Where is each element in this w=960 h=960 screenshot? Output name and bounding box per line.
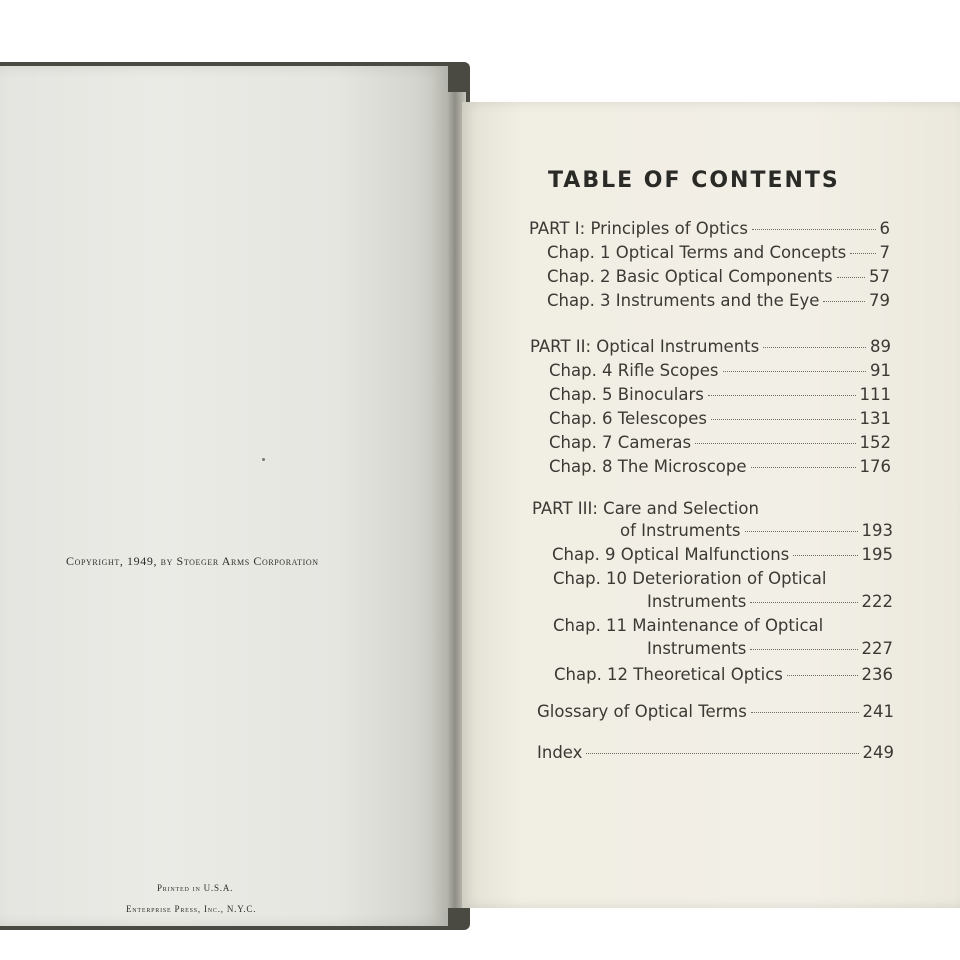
toc-entry-ch10-line1: Chap. 10 Deterioration of Optical <box>553 569 827 588</box>
toc-entry-glossary <box>537 702 894 724</box>
toc-entry-page: 131 <box>859 409 891 428</box>
toc-entry-label: Chap. 9 Optical Malfunctions <box>552 545 790 564</box>
leader-dots <box>751 467 856 468</box>
toc-entry-page: 195 <box>861 545 893 564</box>
toc-entry-label: Chap. 7 Cameras <box>549 433 692 452</box>
printer-notice: Enterprise Press, Inc., N.Y.C. <box>126 904 257 914</box>
toc-entry-page: 7 <box>879 243 890 262</box>
toc-entry-page: 249 <box>862 743 894 762</box>
toc-entry-page: 222 <box>861 592 893 611</box>
toc-entry-ch5 <box>549 385 891 407</box>
toc-entry-part2 <box>530 337 891 359</box>
leader-dots <box>711 419 856 420</box>
toc-entry-index <box>537 743 894 765</box>
leader-dots <box>793 555 857 556</box>
toc-entry-page: 241 <box>862 702 894 721</box>
toc-entry-page: 91 <box>870 361 891 380</box>
toc-entry-ch7 <box>549 433 891 455</box>
toc-entry-page: 57 <box>869 267 890 286</box>
copyright-notice: Copyright, 1949, by Stoeger Arms Corporation <box>66 554 319 568</box>
toc-entry-page: 176 <box>859 457 891 476</box>
toc-entry-page: 111 <box>859 385 891 404</box>
toc-entry-label: Chap. 1 Optical Terms and Concepts <box>547 243 847 262</box>
leader-dots <box>708 395 856 396</box>
toc-entry-ch1 <box>547 243 890 265</box>
leader-dots <box>850 253 875 254</box>
paper-speck <box>262 458 265 461</box>
toc-entry-page: 236 <box>861 665 893 684</box>
toc-entry-part3-line1: PART III: Care and Selection <box>532 499 759 518</box>
toc-entry-page: 79 <box>869 291 890 310</box>
toc-entry-ch12 <box>554 665 893 687</box>
toc-entry-ch9 <box>552 545 893 567</box>
toc-entry-label: Chap. 12 Theoretical Optics <box>554 665 783 684</box>
leader-dots <box>750 649 857 650</box>
toc-entry-label: of Instruments <box>620 521 741 540</box>
leader-dots <box>751 712 859 713</box>
toc-entry-label: PART II: Optical Instruments <box>530 337 760 356</box>
toc-entry-part1 <box>529 219 890 241</box>
leader-dots <box>695 443 855 444</box>
toc-entry-ch10 <box>647 592 893 614</box>
toc-entry-page: 193 <box>861 521 893 540</box>
toc-entry-label: Chap. 3 Instruments and the Eye <box>547 291 820 310</box>
leader-dots <box>723 371 867 372</box>
toc-entry-page: 89 <box>870 337 891 356</box>
toc-entry-ch3 <box>547 291 890 313</box>
leader-dots <box>763 347 866 348</box>
toc-entry-label: Instruments <box>647 639 747 658</box>
toc-entry-ch2 <box>547 267 890 289</box>
toc-entry-label: Glossary of Optical Terms <box>537 702 747 721</box>
toc-entry-ch8 <box>549 457 891 479</box>
toc-entry-page: 6 <box>879 219 890 238</box>
toc-entry-ch11 <box>647 639 893 661</box>
toc-entry-label: Chap. 2 Basic Optical Components <box>547 267 833 286</box>
toc-entry-label: PART I: Principles of Optics <box>529 219 748 238</box>
leader-dots <box>837 277 865 278</box>
toc-entry-label: Chap. 5 Binoculars <box>549 385 704 404</box>
toc-entry-label: Chap. 6 Telescopes <box>549 409 707 428</box>
printed-in-notice: Printed in U.S.A. <box>157 883 234 893</box>
toc-entry-ch6 <box>549 409 891 431</box>
toc-entry-ch4 <box>549 361 891 383</box>
toc-entry-ch11-line1: Chap. 11 Maintenance of Optical <box>553 616 824 635</box>
leader-dots <box>745 531 858 532</box>
leader-dots <box>787 675 858 676</box>
leader-dots <box>752 229 876 230</box>
toc-entry-page: 227 <box>861 639 893 658</box>
toc-entry-page: 152 <box>859 433 891 452</box>
toc-entry-label: Instruments <box>647 592 747 611</box>
leader-dots <box>586 753 858 754</box>
toc-entry-label: Index <box>537 743 583 762</box>
toc-entry-label: Chap. 4 Rifle Scopes <box>549 361 719 380</box>
leader-dots <box>823 301 865 302</box>
toc-title: TABLE OF CONTENTS <box>548 168 840 193</box>
toc-entry-part3 <box>620 521 893 543</box>
left-page <box>0 66 448 926</box>
toc-entry-label: Chap. 8 The Microscope <box>549 457 747 476</box>
leader-dots <box>750 602 857 603</box>
